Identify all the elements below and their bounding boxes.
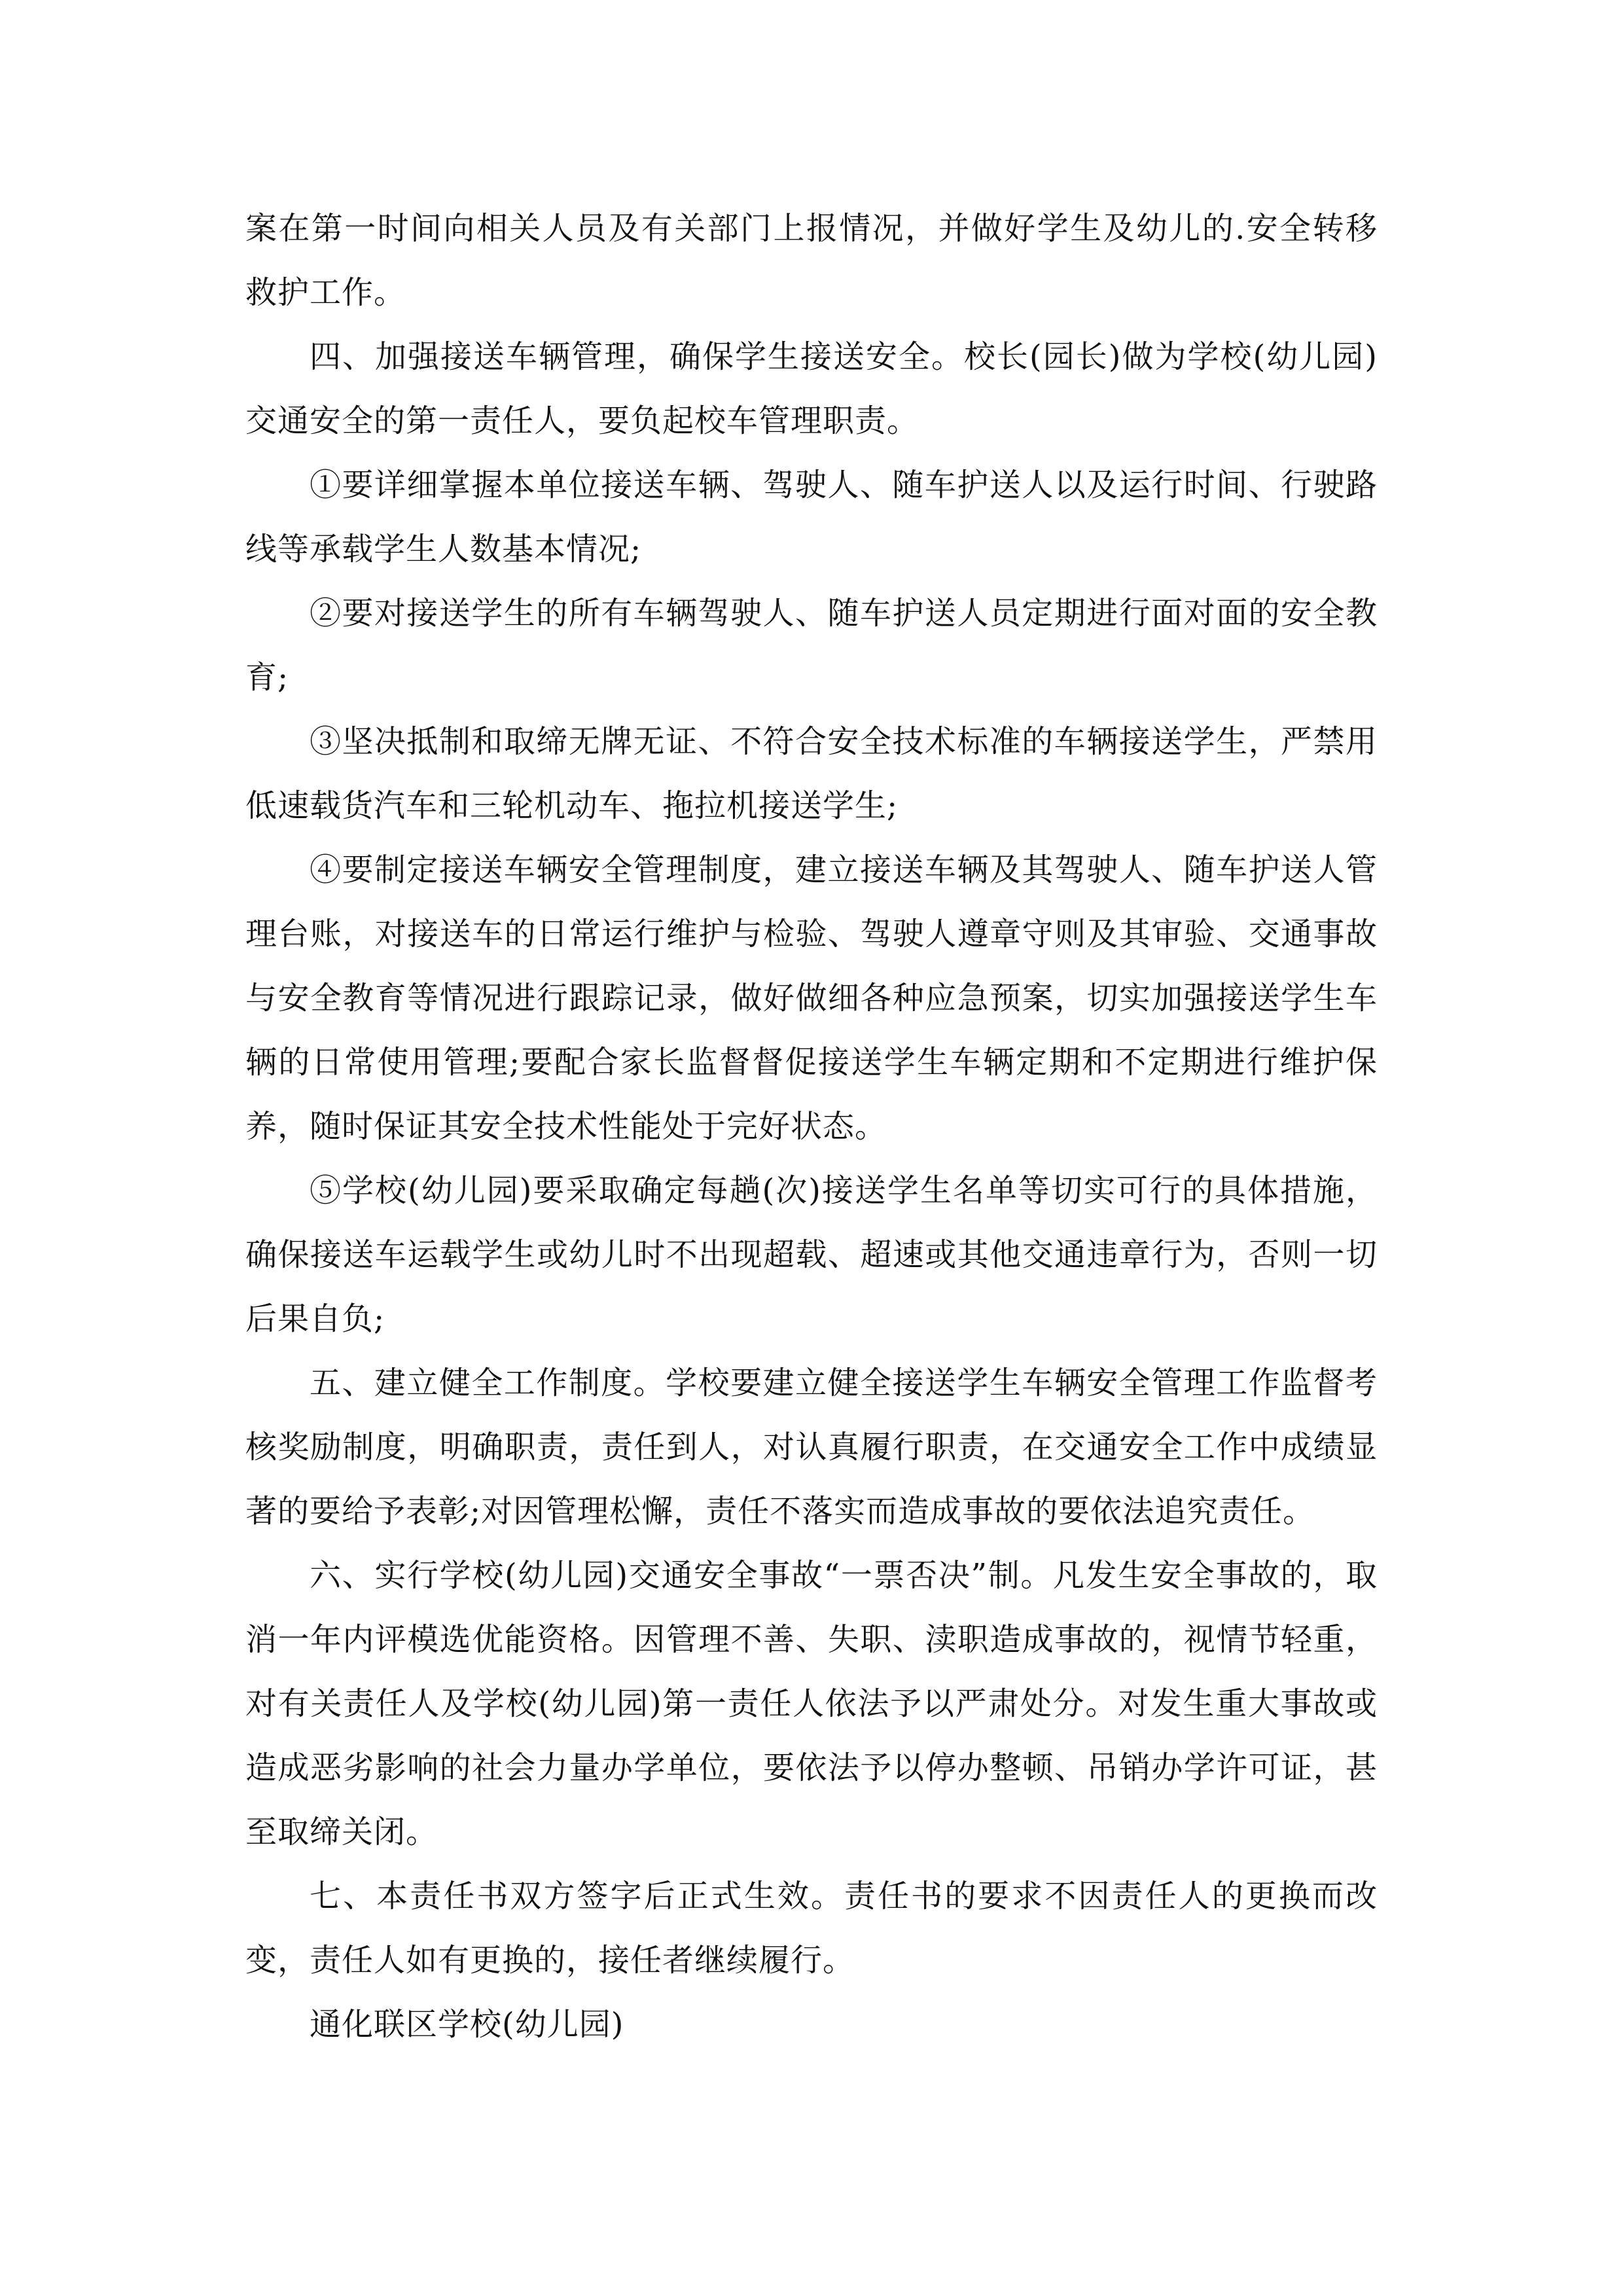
paragraph-section-seven: 七、本责任书双方签字后正式生效。责任书的要求不因责任人的更换而改变，责任人如有更换的，接任者继续履行。 <box>245 1878 1378 1979</box>
document-body <box>245 196 1378 2056</box>
paragraph-section-six: 六、实行学校(幼儿园)交通安全事故“一票否决”制。凡发生安全事故的，取消一年内评模选优能资格。因管理不善、失职、渎职造成事故的，视情节轻重，对有关责任人及学校(幼儿园)第一责任人依法予以严肃处分。对发生重大事故或造成恶劣影响的社会力量办学单位，要依法予以停办整顿、吊销办学许可证，甚至取缔关闭。 <box>245 1557 1378 1850</box>
paragraph-item-5: ⑤学校(幼儿园)要采取确定每趟(次)接送学生名单等切实可行的具体措施，确保接送车运载学生或幼儿时不出现超载、超速或其他交通违章行为，否则一切后果自负; <box>245 1172 1378 1337</box>
paragraph-item-2: ②要对接送学生的所有车辆驾驶人、随车护送人员定期进行面对面的安全教育; <box>245 595 1378 696</box>
paragraph-item-4: ④要制定接送车辆安全管理制度，建立接送车辆及其驾驶人、随车护送人管理台账，对接送车的日常运行维护与检验、驾驶人遵章守则及其审验、交通事故与安全教育等情况进行跟踪记录，做好做细各种应急预案，切实加强接送学生车辆的日常使用管理;要配合家长监督督促接送学生车辆定期和不定期进行维护保养，随时保证其安全技术性能处于完好状态。 <box>245 852 1378 1145</box>
paragraph-item-1: ①要详细掌握本单位接送车辆、驾驶人、随车护送人以及运行时间、行驶路线等承载学生人数基本情况; <box>245 467 1378 567</box>
paragraph-section-four: 四、加强接送车辆管理，确保学生接送安全。校长(园长)做为学校(幼儿园)交通安全的第一责任人，要负起校车管理职责。 <box>245 338 1378 439</box>
paragraph-item-3: ③坚决抵制和取缔无牌无证、不符合安全技术标准的车辆接送学生，严禁用低速载货汽车和三轮机动车、拖拉机接送学生; <box>245 723 1378 824</box>
paragraph-section-five: 五、建立健全工作制度。学校要建立健全接送学生车辆安全管理工作监督考核奖励制度，明确职责，责任到人，对认真履行职责，在交通安全工作中成绩显著的要给予表彰;对因管理松懈，责任不落实而造成事故的要依法追究责任。 <box>245 1365 1378 1530</box>
paragraph-continuation: 案在第一时间向相关人员及有关部门上报情况，并做好学生及幼儿的.安全转移救护工作。 <box>245 210 1378 311</box>
signature-line: 通化联区学校(幼儿园) <box>310 2006 624 2043</box>
